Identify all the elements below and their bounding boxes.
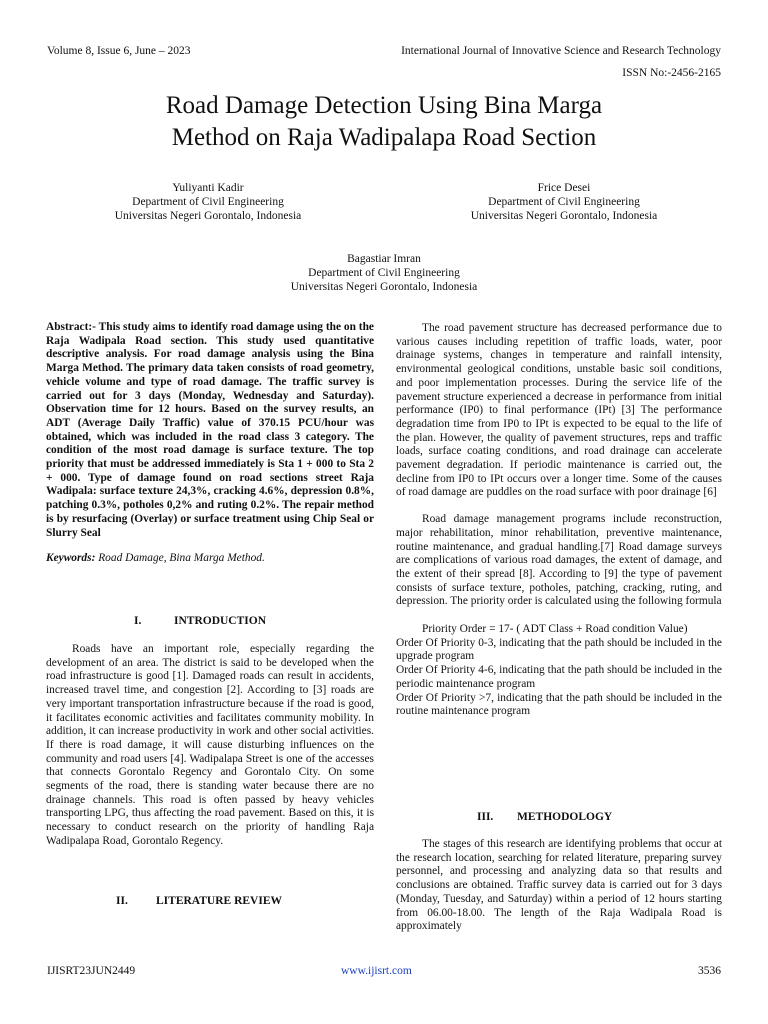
title-line-1: Road Damage Detection Using Bina Marga xyxy=(165,92,603,119)
section-heading-introduction xyxy=(134,615,266,627)
author-name: Frice Desei xyxy=(537,182,591,194)
paragraph: The stages of this research are identifying problems that occur at the research location, searching for related literature, preparing survey personnel, and processing and analyzing data so that results and conclusions are obtained. Traffic survey data is carried out for 3 days (Monday, Tuesday, and Saturday) within a period of 12 hours starting from 06.00-18.00. The length of the Raja Wadipala Road is approximately xyxy=(396,838,722,933)
paragraph: Roads have an important role, especially regarding the development of an area. The district is said to be developed when the road infrastructure is good [1]. Damaged roads can result in accidents, increased travel time, and congestion [2]. According to [3] roads are very important transportation infrastructure because if the road is good, it facilitates economic activities and facilitates community mobility. In addition, it can increase productivity in work and other social activities. If there is road damage, it will cause disturbing influences on the community and road users [4]. Wadipalapa Street is one of the accesses that connects Gorontalo Regency and Gorontalo City. On some segments of the road, there is standing water because there are no drainage channels. This road is often passed by heavy vehicles transporting LPG, thus affecting the road pavement. Based on this, it is necessary to conduct research on the priority of handling Raja Wadipalapa Road, Gorontalo Regency. xyxy=(46,643,374,847)
section-heading-methodology xyxy=(477,811,612,823)
left-column xyxy=(46,321,374,566)
priority-order-item: Order Of Priority 4-6, indicating that the path should be included in the periodic maintenance program xyxy=(396,664,722,690)
author-university: Universitas Negeri Gorontalo, Indonesia xyxy=(114,210,302,222)
title-line-2: Method on Raja Wadipalapa Road Section xyxy=(171,124,597,151)
article-id: IJISRT23JUN2449 xyxy=(47,965,136,977)
journal-website-link[interactable]: www.ijisrt.com xyxy=(341,965,412,977)
volume-issue: Volume 8, Issue 6, June – 2023 xyxy=(47,45,191,57)
keywords xyxy=(46,552,374,566)
page-number: 3536 xyxy=(698,965,721,977)
priority-formula: Priority Order = 17- ( ADT Class + Road condition Value) xyxy=(422,623,688,636)
priority-order-item: Order Of Priority >7, indicating that the path should be included in the routine maintenance program xyxy=(396,691,722,718)
author-department: Department of Civil Engineering xyxy=(132,196,284,208)
section-number: II. xyxy=(116,895,128,907)
introduction-body xyxy=(46,643,374,849)
section-number: III. xyxy=(477,811,494,823)
section-title: LITERATURE REVIEW xyxy=(156,895,282,907)
author-university: Universitas Negeri Gorontalo, Indonesia xyxy=(470,210,658,222)
author-university: Universitas Negeri Gorontalo, Indonesia xyxy=(290,281,478,293)
section-title: METHODOLOGY xyxy=(517,811,613,823)
issn: ISSN No:-2456-2165 xyxy=(622,67,721,79)
methodology-body xyxy=(396,838,722,934)
abstract: Abstract:- This study aims to identify road damage using the on the Raja Wadipala Road section. This study used quantitative descriptive analysis. For road damage analysis using the Bina Marga Method. The primary data taken consists of road geometry, vehicle volume and type of road damage. The traffic survey is carried out for 3 days (Monday, Wednesday and Saturday). Observation time for 12 hours. Based on the survey results, an ADT (Average Daily Traffic) value of 370.15 PCU/hour was obtained, which was included in the road class 3 category. The condition of the most road damage is surface texture. The top priority that must be addressed immediately is Sta 1 + 000 to Sta 2 + 000. Type of damage found on road sections street Raja Wadipala: surface texture 24,3%, cracking 4.6%, depression 0.8%, patching 0.3%, potholes 0,2% and ruting 0.2%. The repair method is by resurfacing (Overlay) or surface treatment using Chip Seal or Slurry Seal xyxy=(46,321,374,539)
section-heading-literature-review xyxy=(116,895,282,907)
keywords-label: Keywords: xyxy=(46,552,96,565)
journal-name: International Journal of Innovative Science and Research Technology xyxy=(401,45,721,57)
paper-title xyxy=(0,90,768,154)
author-department: Department of Civil Engineering xyxy=(488,196,640,208)
author-block-3 xyxy=(0,252,768,294)
author-block-1 xyxy=(90,181,326,223)
author-name: Yuliyanti Kadir xyxy=(172,182,244,194)
right-column xyxy=(396,322,722,719)
paragraph: The road pavement structure has decreased performance due to various causes including repetition of traffic loads, water, poor drainage systems, changes in temperature and rainfall intensity, environmental geological conditions, unstable basic soil conditions, and poor implementation processes. During the service life of the pavement structure experienced a decrease in performance from initial performance (IP0) to final performance (IPt) [3] The performance degradation time from IP0 to IPt is expected to be equal to the life of the plan. However, the quality of pavement structures, reps and traffic loads, surface coating conditions, and road drainage can accelerate pavement degradation. If periodic maintenance is carried out, the decline from IP0 to IPt occurs over a longer time. Some of the causes of road damage are puddles on the road surface with poor drainage [6] xyxy=(396,322,722,499)
priority-order-item: Order Of Priority 0-3, indicating that the path should be included in the upgrade program xyxy=(396,636,722,663)
keywords-text: Road Damage, Bina Marga Method. xyxy=(98,552,265,565)
author-name: Bagastiar Imran xyxy=(347,253,421,265)
section-number: I. xyxy=(134,615,142,627)
author-block-2 xyxy=(446,181,682,223)
author-department: Department of Civil Engineering xyxy=(308,267,460,279)
paragraph: Road damage management programs include reconstruction, major rehabilitation, minor rehabilitation, preventive maintenance, routine maintenance, and gradual handling.[7] Road damage surveys are complications of various road damages, the extent of damage, and the extent of their spread [8]. According to [9] the type of pavement consists of surface texture, potholes, patching, cracking, ruting, and depression. The priority order is calculated using the following formula xyxy=(396,513,722,608)
section-title: INTRODUCTION xyxy=(174,615,267,627)
